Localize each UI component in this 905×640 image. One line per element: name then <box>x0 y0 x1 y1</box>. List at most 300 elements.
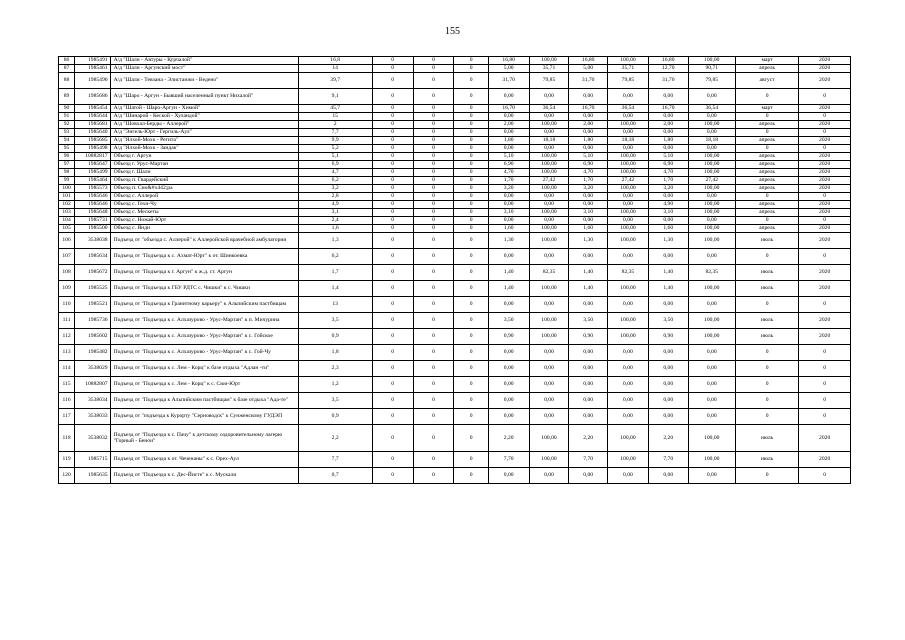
table-cell: 1,70 <box>488 177 529 185</box>
table-cell: 100,00 <box>688 329 735 345</box>
table-cell: 1,40 <box>569 281 608 297</box>
table-cell: 1985500 <box>75 225 110 233</box>
table-cell: 100,00 <box>688 121 735 129</box>
table-cell: 100,00 <box>529 329 569 345</box>
table-cell: март <box>735 57 798 65</box>
table-cell: 1,30 <box>569 233 608 249</box>
table-cell: 0 <box>799 129 851 137</box>
table-cell: 0 <box>413 161 454 169</box>
table-cell: 0,00 <box>569 193 608 201</box>
road-name-cell: Подъезд от "Подъезда к с. Лем - Корц" к базе отдыха "Адлан -ти" <box>110 361 298 377</box>
table-cell: 0 <box>413 169 454 177</box>
table-cell: 0,00 <box>569 393 608 409</box>
table-cell: 0 <box>372 201 413 209</box>
table-cell: 0 <box>454 393 488 409</box>
table-cell: 0,00 <box>488 468 529 484</box>
table-cell: 0 <box>413 217 454 225</box>
road-name-cell: Подъезд от "Подъезда к с. Ахмат-Юрт" к от. Шинкоевка <box>110 249 298 265</box>
table-cell: 0 <box>454 153 488 161</box>
table-cell: 9,9 <box>298 137 372 145</box>
table-row <box>59 361 851 377</box>
table-cell: 2020 <box>799 452 851 468</box>
table-cell: 104 <box>59 217 75 225</box>
table-cell: 2 <box>298 121 372 129</box>
table-cell: 2,00 <box>569 121 608 129</box>
table-cell: 0,9 <box>298 329 372 345</box>
table-cell: 1985681 <box>75 121 110 129</box>
table-cell: 0 <box>454 225 488 233</box>
table-cell: 99 <box>59 177 75 185</box>
table-row <box>59 249 851 265</box>
table-cell: 3,20 <box>648 185 688 193</box>
table-cell: 2020 <box>799 169 851 177</box>
table-cell: 0 <box>413 377 454 393</box>
table-cell: 0,00 <box>488 393 529 409</box>
road-name-cell: Подъезд от "Подъезда к с. Алхазурово - Урус-Мартан" к с. Гой-Чу <box>110 345 298 361</box>
table-cell: 100,00 <box>529 225 569 233</box>
table-cell: 0 <box>413 361 454 377</box>
table-cell: 16,80 <box>569 57 608 65</box>
table-cell: 27,42 <box>529 177 569 185</box>
table-row <box>59 345 851 361</box>
table-cell: 0,00 <box>569 345 608 361</box>
table-row <box>59 57 851 65</box>
table-cell: 0 <box>735 468 798 484</box>
table-row <box>59 65 851 73</box>
table-cell: 31,70 <box>488 73 529 89</box>
table-cell: 0,90 <box>569 329 608 345</box>
table-cell: 1985648 <box>75 209 110 217</box>
table-cell: апрель <box>735 169 798 177</box>
road-name-cell: А/д "Ялхой-Мохк - Зандак" <box>110 145 298 153</box>
table-cell: 79,85 <box>529 73 569 89</box>
table-cell: 0,00 <box>648 89 688 105</box>
table-cell: 0 <box>413 233 454 249</box>
table-cell: 0 <box>454 185 488 193</box>
table-cell: 1,80 <box>488 137 529 145</box>
table-cell: 100,00 <box>688 452 735 468</box>
table-row <box>59 313 851 329</box>
table-cell: 0,00 <box>688 468 735 484</box>
table-cell: 18,18 <box>608 137 649 145</box>
table-cell: 100,00 <box>529 153 569 161</box>
table-cell: 79,85 <box>688 73 735 89</box>
table-cell: 2020 <box>799 57 851 65</box>
table-cell: 1985491 <box>75 57 110 65</box>
table-cell: 0,00 <box>488 129 529 137</box>
table-cell: 106 <box>59 233 75 249</box>
table-row <box>59 217 851 225</box>
table-row <box>59 113 851 121</box>
table-cell: 0,00 <box>608 361 649 377</box>
table-cell: 0 <box>735 393 798 409</box>
table-cell: 0 <box>413 265 454 281</box>
table-cell: 0,00 <box>569 361 608 377</box>
road-name-cell: А/д "Шали - Тевзана - Элистанжи - Ведено" <box>110 73 298 89</box>
table-cell: 0 <box>454 105 488 113</box>
table-cell: 87 <box>59 65 75 73</box>
table-cell: 0 <box>372 153 413 161</box>
table-cell: 100,00 <box>529 233 569 249</box>
table-cell: 111 <box>59 313 75 329</box>
table-cell: 0 <box>372 169 413 177</box>
table-cell: 100,00 <box>608 329 649 345</box>
table-cell: 2020 <box>799 281 851 297</box>
table-cell: 36,54 <box>608 105 649 113</box>
table-cell: 0 <box>413 105 454 113</box>
table-cell: 2020 <box>799 105 851 113</box>
table-cell: 0 <box>799 89 851 105</box>
table-cell: 3538033 <box>75 409 110 425</box>
table-cell: 0 <box>372 113 413 121</box>
table-cell: 1,40 <box>569 265 608 281</box>
table-cell: 0,00 <box>529 393 569 409</box>
table-cell: 0,00 <box>569 89 608 105</box>
table-cell: 16,70 <box>569 105 608 113</box>
table-cell: 0 <box>454 169 488 177</box>
table-cell: 107 <box>59 249 75 265</box>
table-cell: 0,00 <box>488 193 529 201</box>
table-row <box>59 209 851 217</box>
table-cell: 0 <box>799 217 851 225</box>
table-row <box>59 161 851 169</box>
table-cell: 1,40 <box>648 281 688 297</box>
table-cell: 2020 <box>799 225 851 233</box>
table-cell: 0 <box>413 393 454 409</box>
table-cell: 0 <box>454 297 488 313</box>
table-cell: 100,00 <box>608 153 649 161</box>
table-cell: 0,00 <box>648 145 688 153</box>
table-cell: 100,00 <box>688 313 735 329</box>
road-name-cell: Подъезд от "объезда с. Аллерой" к Аллеройской врачебной амбулатории <box>110 233 298 249</box>
table-cell: 4,70 <box>488 169 529 177</box>
table-cell: 0,00 <box>529 145 569 153</box>
table-cell: 0,00 <box>569 217 608 225</box>
road-name-cell: А/д "Шовхал-Берды - Аллерой" <box>110 121 298 129</box>
table-cell: 0,00 <box>608 201 649 209</box>
table-cell: 0 <box>454 281 488 297</box>
table-cell: 0,00 <box>488 89 529 105</box>
table-cell: 100,00 <box>529 313 569 329</box>
table-cell: 0 <box>413 153 454 161</box>
table-cell: 36,54 <box>529 105 569 113</box>
table-cell: 0,00 <box>529 409 569 425</box>
table-cell: 0,00 <box>688 217 735 225</box>
table-cell: 3538032 <box>75 425 110 452</box>
table-cell: 1985736 <box>75 313 110 329</box>
table-cell: 0,00 <box>688 393 735 409</box>
table-cell: 0,00 <box>608 249 649 265</box>
table-cell: 0 <box>413 452 454 468</box>
table-cell: 0 <box>372 57 413 65</box>
table-cell: 1985573 <box>75 185 110 193</box>
road-name-cell: Подъезд от "Подъезда к с. Алхазурово - Урус-Мартан" к п. Мичурина <box>110 313 298 329</box>
table-cell: 0 <box>372 361 413 377</box>
table-cell: 0 <box>735 377 798 393</box>
table-row <box>59 377 851 393</box>
table-cell: 0 <box>454 377 488 393</box>
table-cell: 0,00 <box>488 377 529 393</box>
table-cell: август <box>735 73 798 89</box>
table-cell: 0 <box>372 297 413 313</box>
table-cell: 0 <box>413 201 454 209</box>
table-row <box>59 73 851 89</box>
table-cell: 3,20 <box>488 185 529 193</box>
table-cell: 4,9 <box>298 201 372 209</box>
table-cell: 1985498 <box>75 145 110 153</box>
road-name-cell: А/д "Энгель-Юрт - Гергиль-Аул" <box>110 129 298 137</box>
table-cell: 0 <box>372 468 413 484</box>
table-cell: 100,00 <box>688 57 735 65</box>
table-cell: 0,00 <box>529 345 569 361</box>
road-name-cell: А/д "Шаро - Аргун - Бывший населенный пункт Нихалой" <box>110 89 298 105</box>
table-cell: 6,90 <box>488 161 529 169</box>
table-cell: 100,00 <box>608 209 649 217</box>
table-row <box>59 193 851 201</box>
table-cell: 2020 <box>799 73 851 89</box>
table-cell: 0 <box>735 409 798 425</box>
table-row <box>59 185 851 193</box>
table-cell: 3538034 <box>75 393 110 409</box>
table-cell: 2020 <box>799 313 851 329</box>
table-cell: 7,70 <box>488 452 529 468</box>
table-cell: 3,50 <box>569 313 608 329</box>
table-cell: 100,00 <box>608 281 649 297</box>
table-cell: 0 <box>454 233 488 249</box>
table-cell: 0,00 <box>569 145 608 153</box>
table-cell: 100,00 <box>688 169 735 177</box>
table-cell: 0 <box>372 121 413 129</box>
table-cell: 0,9 <box>298 409 372 425</box>
table-cell: 0 <box>413 209 454 217</box>
table-cell: 82,35 <box>688 265 735 281</box>
table-cell: 31,70 <box>569 73 608 89</box>
table-cell: 5,00 <box>569 65 608 73</box>
table-cell: 6,9 <box>298 161 372 169</box>
table-cell: 1985461 <box>75 65 110 73</box>
table-cell: апрель <box>735 137 798 145</box>
table-cell: 4,70 <box>569 169 608 177</box>
table-cell: 100,00 <box>608 57 649 65</box>
table-cell: 6,90 <box>648 161 688 169</box>
road-table <box>58 56 851 484</box>
table-cell: 2020 <box>799 233 851 249</box>
table-cell: 0 <box>372 452 413 468</box>
table-cell: 0,00 <box>488 249 529 265</box>
table-cell: 86 <box>59 57 75 65</box>
table-cell: 1,6 <box>298 225 372 233</box>
table-cell: 0,00 <box>608 113 649 121</box>
table-row <box>59 105 851 113</box>
table-cell: 1985482 <box>75 345 110 361</box>
table-cell: 0 <box>413 468 454 484</box>
table-cell: 1985646 <box>75 201 110 209</box>
table-cell: 2020 <box>799 185 851 193</box>
table-cell: 0 <box>372 225 413 233</box>
table-cell: 100,00 <box>688 185 735 193</box>
table-cell: 0 <box>454 145 488 153</box>
table-cell: 0 <box>413 193 454 201</box>
table-cell: 0,00 <box>608 409 649 425</box>
table-row <box>59 201 851 209</box>
table-cell: 100,00 <box>608 313 649 329</box>
table-cell: апрель <box>735 225 798 233</box>
table-cell: 101 <box>59 193 75 201</box>
table-cell: 16,80 <box>648 57 688 65</box>
table-cell: 0 <box>454 177 488 185</box>
table-cell: 1,80 <box>648 137 688 145</box>
table-cell: 0,00 <box>569 113 608 121</box>
table-cell: июль <box>735 313 798 329</box>
table-cell: 0 <box>372 73 413 89</box>
table-cell: 90 <box>59 105 75 113</box>
table-cell: 0 <box>799 193 851 201</box>
table-cell: 2,2 <box>298 425 372 452</box>
table-cell: 1,40 <box>648 265 688 281</box>
table-cell: 0,00 <box>608 297 649 313</box>
table-cell: 0 <box>799 249 851 265</box>
table-cell: 0 <box>372 329 413 345</box>
table-cell: 0 <box>799 361 851 377</box>
table-cell: 13 <box>298 297 372 313</box>
table-cell: 7,7 <box>298 452 372 468</box>
table-cell: 5,10 <box>569 153 608 161</box>
table-cell: 0 <box>413 113 454 121</box>
table-cell: 0,90 <box>648 329 688 345</box>
table-cell: 105 <box>59 225 75 233</box>
table-cell: 0 <box>454 265 488 281</box>
table-cell: 0 <box>372 177 413 185</box>
table-cell: 100,00 <box>608 161 649 169</box>
table-cell: 2,20 <box>648 425 688 452</box>
table-cell: 35,71 <box>529 65 569 73</box>
table-cell: 5,1 <box>298 153 372 161</box>
table-cell: 3,10 <box>488 209 529 217</box>
table-cell: 1985490 <box>75 73 110 89</box>
table-cell: 93 <box>59 129 75 137</box>
road-name-cell: А/д "Шинарой - Кеской - Хуландой" <box>110 113 298 121</box>
table-cell: 0,00 <box>648 468 688 484</box>
table-cell: 16,8 <box>298 57 372 65</box>
table-cell: 100,00 <box>529 281 569 297</box>
table-cell: 0,00 <box>569 297 608 313</box>
table-cell: 1985647 <box>75 161 110 169</box>
table-cell: 2020 <box>799 425 851 452</box>
table-cell: 1985525 <box>75 281 110 297</box>
table-cell: июль <box>735 233 798 249</box>
table-cell: 79,85 <box>608 73 649 89</box>
table-cell: 0,00 <box>648 297 688 313</box>
table-cell: 16,70 <box>648 105 688 113</box>
table-row <box>59 137 851 145</box>
table-cell: 0 <box>413 73 454 89</box>
table-cell: 1,70 <box>648 177 688 185</box>
table-cell: 0,00 <box>569 201 608 209</box>
table-row <box>59 121 851 129</box>
table-cell: 0 <box>413 313 454 329</box>
table-cell: 117 <box>59 409 75 425</box>
table-cell: 1,60 <box>648 225 688 233</box>
table-cell: 0 <box>413 89 454 105</box>
road-name-cell: Объезд с. Гехи-Чу <box>110 201 298 209</box>
table-cell: 1,4 <box>298 281 372 297</box>
table-cell: 0 <box>454 452 488 468</box>
table-cell: 0 <box>454 249 488 265</box>
table-cell: 2,00 <box>648 121 688 129</box>
table-cell: 100,00 <box>608 452 649 468</box>
road-name-cell: А/д "Шали - Аргунский мост" <box>110 65 298 73</box>
table-cell: 0,00 <box>688 377 735 393</box>
table-cell: 1,80 <box>569 137 608 145</box>
table-cell: 100,00 <box>529 185 569 193</box>
table-cell: 2020 <box>799 177 851 185</box>
table-cell: 0 <box>454 137 488 145</box>
table-cell: 0 <box>413 129 454 137</box>
table-cell: 10882817 <box>75 153 110 161</box>
table-cell: 1985635 <box>75 468 110 484</box>
table-cell: 0 <box>372 377 413 393</box>
table-cell: 0,00 <box>488 217 529 225</box>
table-cell: 0 <box>454 65 488 73</box>
table-cell: 0,00 <box>648 129 688 137</box>
table-cell: 2020 <box>799 201 851 209</box>
table-cell: 0 <box>454 217 488 225</box>
table-cell: 100,00 <box>608 169 649 177</box>
table-cell: 0 <box>735 361 798 377</box>
table-row <box>59 265 851 281</box>
table-cell: 1,40 <box>488 265 529 281</box>
road-name-cell: А/д "Шали - Автуры - Курчалой" <box>110 57 298 65</box>
table-cell: 2020 <box>799 121 851 129</box>
table-cell: 0 <box>372 209 413 217</box>
table-cell: 27,42 <box>608 177 649 185</box>
table-cell: 0,00 <box>608 193 649 201</box>
table-cell: 0,00 <box>688 113 735 121</box>
table-cell: 98 <box>59 169 75 177</box>
road-name-cell: А/д "Шатой - Шаро-Аргун - Химой" <box>110 105 298 113</box>
table-cell: 0 <box>454 361 488 377</box>
table-cell: 2020 <box>799 65 851 73</box>
table-cell: 0 <box>454 113 488 121</box>
table-cell: 6,2 <box>298 249 372 265</box>
road-name-cell: Объезд п. Сно&#x442;ра <box>110 185 298 193</box>
table-cell: 14 <box>298 65 372 73</box>
table-cell: 0,00 <box>648 217 688 225</box>
table-cell: 0,00 <box>608 468 649 484</box>
table-cell: 0,00 <box>529 113 569 121</box>
table-cell: 2,00 <box>488 121 529 129</box>
table-cell: 0 <box>735 249 798 265</box>
table-cell: 7,7 <box>298 129 372 137</box>
table-cell: 1,60 <box>569 225 608 233</box>
table-cell: 91 <box>59 113 75 121</box>
table-cell: 0 <box>454 425 488 452</box>
table-cell: 3538029 <box>75 361 110 377</box>
table-cell: 0 <box>735 129 798 137</box>
table-cell: 1985602 <box>75 329 110 345</box>
table-cell: март <box>735 105 798 113</box>
table-cell: 100,00 <box>688 233 735 249</box>
table-cell: 0 <box>372 137 413 145</box>
table-cell: 89 <box>59 89 75 105</box>
table-row <box>59 409 851 425</box>
table-cell: 0,00 <box>648 193 688 201</box>
table-cell: 0,00 <box>688 193 735 201</box>
table-cell: 1985640 <box>75 129 110 137</box>
table-cell: 0 <box>799 377 851 393</box>
table-cell: 0,00 <box>569 129 608 137</box>
table-cell: 5,00 <box>488 65 529 73</box>
